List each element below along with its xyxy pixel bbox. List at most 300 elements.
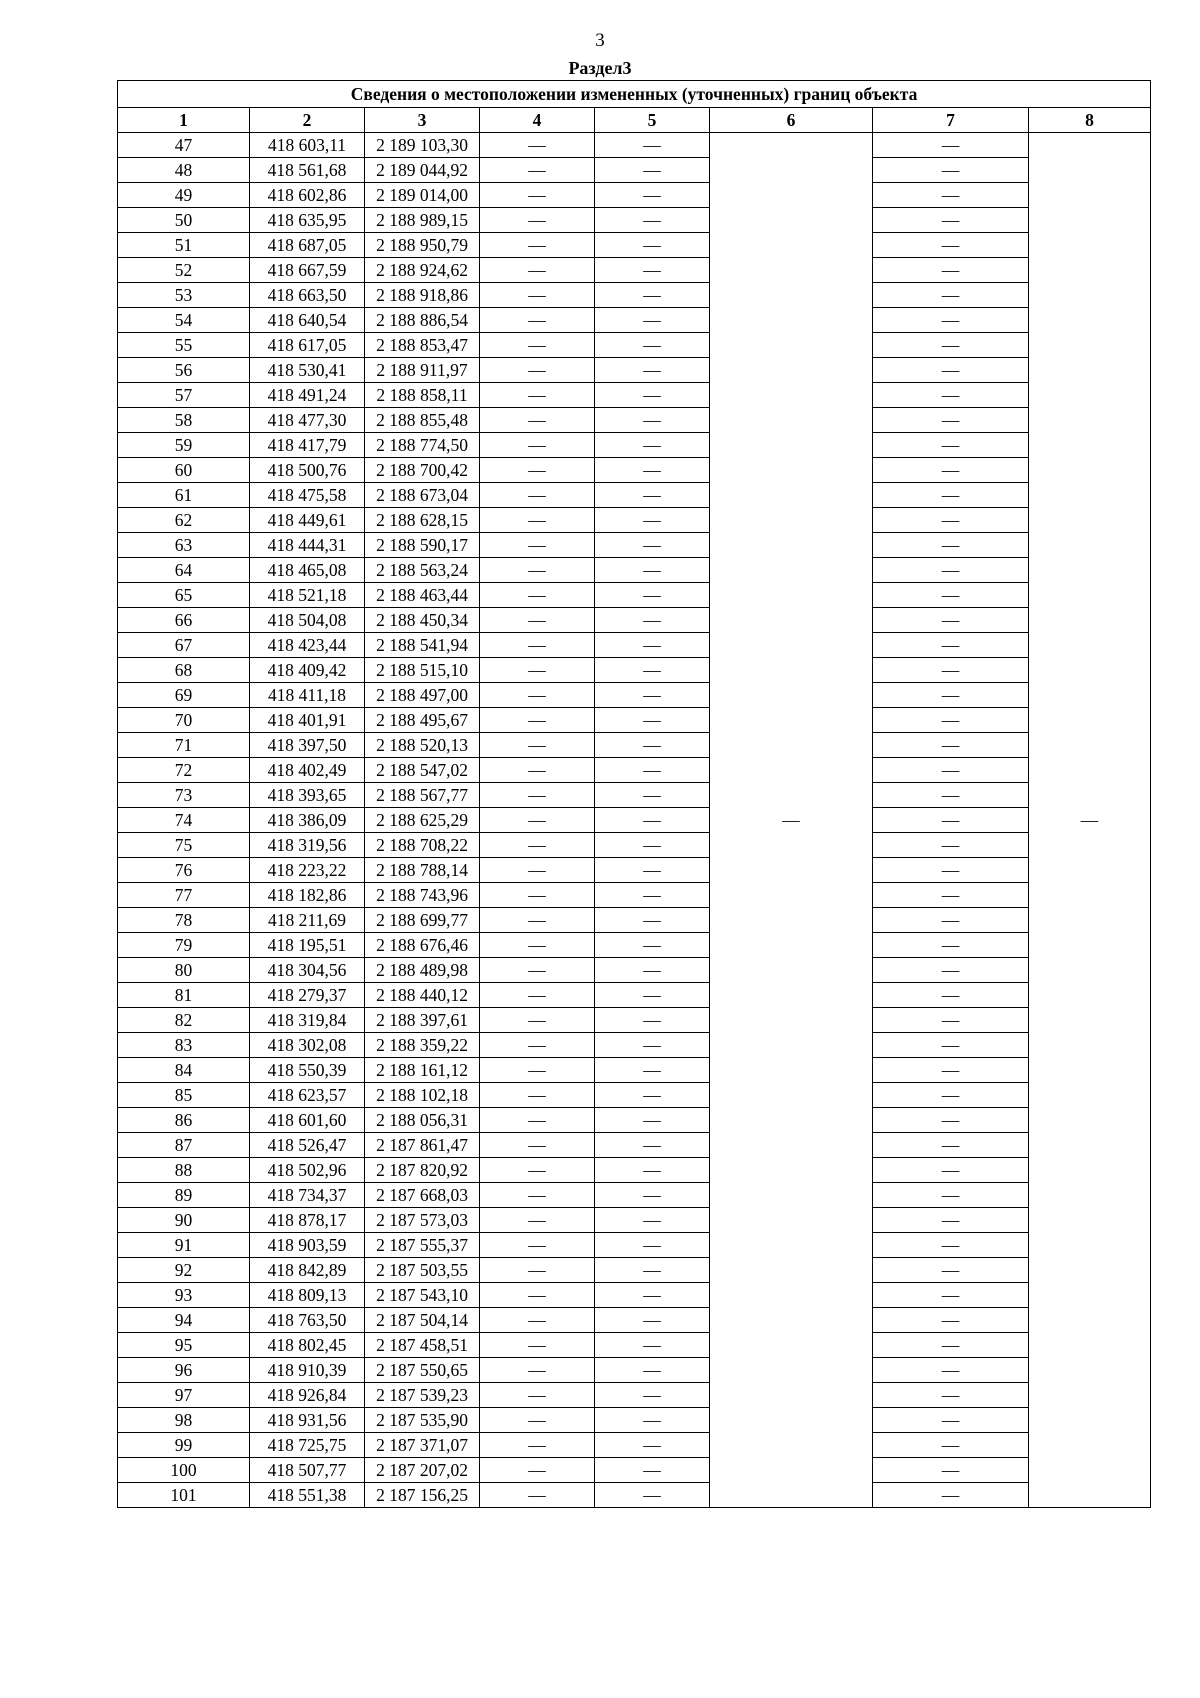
point-number-cell: 76 — [118, 858, 250, 883]
point-number-cell: 96 — [118, 1358, 250, 1383]
table-row — [118, 758, 1151, 783]
table-row — [118, 258, 1151, 283]
x-coordinate-cell: 418 878,17 — [250, 1208, 365, 1233]
col5-cell: — — [595, 458, 710, 483]
col5-cell: — — [595, 1308, 710, 1333]
x-coordinate-cell: 418 401,91 — [250, 708, 365, 733]
table-row — [118, 1158, 1151, 1183]
x-coordinate-cell: 418 465,08 — [250, 558, 365, 583]
col7-cell: — — [873, 1383, 1029, 1408]
col4-cell: — — [480, 383, 595, 408]
table-row — [118, 733, 1151, 758]
col4-cell: — — [480, 133, 595, 158]
point-number-cell: 62 — [118, 508, 250, 533]
table-row — [118, 308, 1151, 333]
x-coordinate-cell: 418 500,76 — [250, 458, 365, 483]
table-row — [118, 1383, 1151, 1408]
table-row — [118, 1308, 1151, 1333]
col7-cell: — — [873, 1108, 1029, 1133]
col7-cell: — — [873, 1458, 1029, 1483]
x-coordinate-cell: 418 926,84 — [250, 1383, 365, 1408]
x-coordinate-cell: 418 687,05 — [250, 233, 365, 258]
x-coordinate-cell: 418 393,65 — [250, 783, 365, 808]
col4-cell: — — [480, 233, 595, 258]
y-coordinate-cell: 2 188 676,46 — [365, 933, 480, 958]
col5-cell: — — [595, 633, 710, 658]
point-number-cell: 85 — [118, 1083, 250, 1108]
x-coordinate-cell: 418 319,56 — [250, 833, 365, 858]
col4-cell: — — [480, 1008, 595, 1033]
y-coordinate-cell: 2 187 156,25 — [365, 1483, 480, 1508]
table-row — [118, 333, 1151, 358]
x-coordinate-cell: 418 551,38 — [250, 1483, 365, 1508]
col5-cell: — — [595, 1183, 710, 1208]
col5-cell: — — [595, 583, 710, 608]
y-coordinate-cell: 2 187 539,23 — [365, 1383, 480, 1408]
col7-cell: — — [873, 1283, 1029, 1308]
x-coordinate-cell: 418 903,59 — [250, 1233, 365, 1258]
table-row — [118, 1083, 1151, 1108]
x-coordinate-cell: 418 507,77 — [250, 1458, 365, 1483]
col7-cell: — — [873, 733, 1029, 758]
table-row — [118, 1033, 1151, 1058]
col7-cell: — — [873, 833, 1029, 858]
col7-cell: — — [873, 233, 1029, 258]
col4-cell: — — [480, 483, 595, 508]
point-number-cell: 91 — [118, 1233, 250, 1258]
col5-cell: — — [595, 833, 710, 858]
col5-cell: — — [595, 1083, 710, 1108]
table-row — [118, 833, 1151, 858]
point-number-cell: 60 — [118, 458, 250, 483]
point-number-cell: 100 — [118, 1458, 250, 1483]
col5-cell: — — [595, 1283, 710, 1308]
col7-cell: — — [873, 383, 1029, 408]
point-number-cell: 48 — [118, 158, 250, 183]
col5-cell: — — [595, 1408, 710, 1433]
col4-cell: — — [480, 783, 595, 808]
col7-cell: — — [873, 633, 1029, 658]
col5-cell: — — [595, 733, 710, 758]
col4-cell: — — [480, 1133, 595, 1158]
col4-cell: — — [480, 1208, 595, 1233]
table-row — [118, 383, 1151, 408]
col4-cell: — — [480, 1408, 595, 1433]
col7-cell: — — [873, 1333, 1029, 1358]
col5-cell: — — [595, 658, 710, 683]
x-coordinate-cell: 418 449,61 — [250, 508, 365, 533]
y-coordinate-cell: 2 188 911,97 — [365, 358, 480, 383]
col7-cell: — — [873, 933, 1029, 958]
col7-cell: — — [873, 908, 1029, 933]
y-coordinate-cell: 2 188 515,10 — [365, 658, 480, 683]
y-coordinate-cell: 2 188 161,12 — [365, 1058, 480, 1083]
col7-cell: — — [873, 1358, 1029, 1383]
col7-cell: — — [873, 958, 1029, 983]
col5-cell: — — [595, 558, 710, 583]
point-number-cell: 56 — [118, 358, 250, 383]
col4-cell: — — [480, 558, 595, 583]
x-coordinate-cell: 418 195,51 — [250, 933, 365, 958]
y-coordinate-cell: 2 188 950,79 — [365, 233, 480, 258]
point-number-cell: 98 — [118, 1408, 250, 1433]
table-row — [118, 558, 1151, 583]
x-coordinate-cell: 418 504,08 — [250, 608, 365, 633]
col4-cell: — — [480, 208, 595, 233]
table-row — [118, 158, 1151, 183]
table-row — [118, 658, 1151, 683]
point-number-cell: 57 — [118, 383, 250, 408]
table-row — [118, 1358, 1151, 1383]
col4-cell: — — [480, 633, 595, 658]
point-number-cell: 73 — [118, 783, 250, 808]
x-coordinate-cell: 418 561,68 — [250, 158, 365, 183]
y-coordinate-cell: 2 189 103,30 — [365, 133, 480, 158]
table-row — [118, 1483, 1151, 1508]
col7-cell: — — [873, 1233, 1029, 1258]
col7-cell: — — [873, 133, 1029, 158]
col4-cell: — — [480, 508, 595, 533]
col4-cell: — — [480, 1483, 595, 1508]
y-coordinate-cell: 2 188 489,98 — [365, 958, 480, 983]
y-coordinate-cell: 2 188 102,18 — [365, 1083, 480, 1108]
column-header-8: 8 — [1029, 108, 1151, 133]
x-coordinate-cell: 418 223,22 — [250, 858, 365, 883]
table-row — [118, 183, 1151, 208]
table-row — [118, 858, 1151, 883]
x-coordinate-cell: 418 211,69 — [250, 908, 365, 933]
table-row — [118, 483, 1151, 508]
x-coordinate-cell: 418 802,45 — [250, 1333, 365, 1358]
point-number-cell: 101 — [118, 1483, 250, 1508]
point-number-cell: 80 — [118, 958, 250, 983]
y-coordinate-cell: 2 189 014,00 — [365, 183, 480, 208]
x-coordinate-cell: 418 409,42 — [250, 658, 365, 683]
col7-cell: — — [873, 1258, 1029, 1283]
y-coordinate-cell: 2 187 503,55 — [365, 1258, 480, 1283]
col5-cell: — — [595, 208, 710, 233]
col7-cell: — — [873, 333, 1029, 358]
y-coordinate-cell: 2 188 628,15 — [365, 508, 480, 533]
col5-cell: — — [595, 1208, 710, 1233]
point-number-cell: 51 — [118, 233, 250, 258]
col7-cell: — — [873, 358, 1029, 383]
x-coordinate-cell: 418 402,49 — [250, 758, 365, 783]
column-header-5: 5 — [595, 108, 710, 133]
y-coordinate-cell: 2 188 989,15 — [365, 208, 480, 233]
point-number-cell: 75 — [118, 833, 250, 858]
col4-cell: — — [480, 158, 595, 183]
col7-cell: — — [873, 683, 1029, 708]
point-number-cell: 55 — [118, 333, 250, 358]
x-coordinate-cell: 418 601,60 — [250, 1108, 365, 1133]
col4-cell: — — [480, 1158, 595, 1183]
col5-cell: — — [595, 533, 710, 558]
col5-cell: — — [595, 158, 710, 183]
y-coordinate-cell: 2 187 458,51 — [365, 1333, 480, 1358]
col5-cell: — — [595, 233, 710, 258]
col4-cell: — — [480, 683, 595, 708]
x-coordinate-cell: 418 910,39 — [250, 1358, 365, 1383]
table-row — [118, 983, 1151, 1008]
table-row — [118, 283, 1151, 308]
col4-cell: — — [480, 983, 595, 1008]
x-coordinate-cell: 418 304,56 — [250, 958, 365, 983]
y-coordinate-cell: 2 187 207,02 — [365, 1458, 480, 1483]
col7-cell: — — [873, 758, 1029, 783]
y-coordinate-cell: 2 188 625,29 — [365, 808, 480, 833]
col5-cell: — — [595, 1033, 710, 1058]
point-number-cell: 89 — [118, 1183, 250, 1208]
col4-cell: — — [480, 1033, 595, 1058]
col5-cell: — — [595, 1333, 710, 1358]
table-row — [118, 1458, 1151, 1483]
point-number-cell: 72 — [118, 758, 250, 783]
col4-cell: — — [480, 1308, 595, 1333]
x-coordinate-cell: 418 502,96 — [250, 1158, 365, 1183]
y-coordinate-cell: 2 187 543,10 — [365, 1283, 480, 1308]
x-coordinate-cell: 418 417,79 — [250, 433, 365, 458]
page-number: 3 — [595, 30, 605, 51]
col7-cell: — — [873, 1183, 1029, 1208]
col7-cell: — — [873, 533, 1029, 558]
x-coordinate-cell: 418 475,58 — [250, 483, 365, 508]
col7-cell: — — [873, 783, 1029, 808]
col5-cell: — — [595, 1358, 710, 1383]
col7-cell: — — [873, 1433, 1029, 1458]
col4-cell: — — [480, 733, 595, 758]
y-coordinate-cell: 2 187 535,90 — [365, 1408, 480, 1433]
table-row — [118, 783, 1151, 808]
x-coordinate-cell: 418 397,50 — [250, 733, 365, 758]
y-coordinate-cell: 2 188 056,31 — [365, 1108, 480, 1133]
y-coordinate-cell: 2 188 855,48 — [365, 408, 480, 433]
col4-cell: — — [480, 1183, 595, 1208]
col7-cell: — — [873, 458, 1029, 483]
point-number-cell: 52 — [118, 258, 250, 283]
y-coordinate-cell: 2 188 541,94 — [365, 633, 480, 658]
boundary-coordinates-table — [117, 80, 1151, 1508]
column-header-2: 2 — [250, 108, 365, 133]
col7-cell: — — [873, 308, 1029, 333]
col4-cell: — — [480, 1358, 595, 1383]
y-coordinate-cell: 2 188 886,54 — [365, 308, 480, 333]
col5-cell: — — [595, 1258, 710, 1283]
y-coordinate-cell: 2 188 590,17 — [365, 533, 480, 558]
col5-cell: — — [595, 883, 710, 908]
column-header-1: 1 — [118, 108, 250, 133]
col4-cell: — — [480, 958, 595, 983]
table-row — [118, 933, 1151, 958]
col4-cell: — — [480, 533, 595, 558]
col5-cell: — — [595, 133, 710, 158]
point-number-cell: 59 — [118, 433, 250, 458]
col7-cell: — — [873, 408, 1029, 433]
table-row — [118, 1433, 1151, 1458]
col7-cell: — — [873, 708, 1029, 733]
x-coordinate-cell: 418 663,50 — [250, 283, 365, 308]
x-coordinate-cell: 418 763,50 — [250, 1308, 365, 1333]
col4-cell: — — [480, 408, 595, 433]
y-coordinate-cell: 2 188 774,50 — [365, 433, 480, 458]
col4-cell: — — [480, 333, 595, 358]
y-coordinate-cell: 2 188 918,86 — [365, 283, 480, 308]
x-coordinate-cell: 418 526,47 — [250, 1133, 365, 1158]
col7-cell: — — [873, 183, 1029, 208]
table-row — [118, 1233, 1151, 1258]
col4-cell: — — [480, 1058, 595, 1083]
col5-cell: — — [595, 708, 710, 733]
table-row — [118, 433, 1151, 458]
y-coordinate-cell: 2 187 555,37 — [365, 1233, 480, 1258]
y-coordinate-cell: 2 187 668,03 — [365, 1183, 480, 1208]
point-number-cell: 94 — [118, 1308, 250, 1333]
col7-cell: — — [873, 1483, 1029, 1508]
point-number-cell: 49 — [118, 183, 250, 208]
y-coordinate-cell: 2 188 858,11 — [365, 383, 480, 408]
point-number-cell: 61 — [118, 483, 250, 508]
table-row — [118, 1283, 1151, 1308]
point-number-cell: 92 — [118, 1258, 250, 1283]
x-coordinate-cell: 418 635,95 — [250, 208, 365, 233]
col7-cell: — — [873, 508, 1029, 533]
y-coordinate-cell: 2 188 743,96 — [365, 883, 480, 908]
point-number-cell: 97 — [118, 1383, 250, 1408]
table-row — [118, 683, 1151, 708]
col7-cell: — — [873, 1008, 1029, 1033]
col5-cell: — — [595, 483, 710, 508]
point-number-cell: 50 — [118, 208, 250, 233]
x-coordinate-cell: 418 640,54 — [250, 308, 365, 333]
x-coordinate-cell: 418 617,05 — [250, 333, 365, 358]
x-coordinate-cell: 418 602,86 — [250, 183, 365, 208]
col4-cell: — — [480, 183, 595, 208]
col4-cell: — — [480, 1433, 595, 1458]
x-coordinate-cell: 418 302,08 — [250, 1033, 365, 1058]
col5-cell: — — [595, 1383, 710, 1408]
col5-cell: — — [595, 758, 710, 783]
col4-cell: — — [480, 308, 595, 333]
table-row — [118, 458, 1151, 483]
column-header-row — [118, 108, 1151, 133]
point-number-cell: 88 — [118, 1158, 250, 1183]
col5-cell: — — [595, 358, 710, 383]
y-coordinate-cell: 2 188 520,13 — [365, 733, 480, 758]
table-body — [118, 133, 1151, 1508]
col4-cell: — — [480, 433, 595, 458]
col7-cell: — — [873, 883, 1029, 908]
col4-cell: — — [480, 283, 595, 308]
table-row — [118, 1108, 1151, 1133]
table-row — [118, 583, 1151, 608]
point-number-cell: 54 — [118, 308, 250, 333]
col4-cell: — — [480, 908, 595, 933]
point-number-cell: 79 — [118, 933, 250, 958]
col7-cell: — — [873, 1083, 1029, 1108]
point-number-cell: 86 — [118, 1108, 250, 1133]
y-coordinate-cell: 2 187 820,92 — [365, 1158, 480, 1183]
point-number-cell: 71 — [118, 733, 250, 758]
point-number-cell: 58 — [118, 408, 250, 433]
col5-cell: — — [595, 958, 710, 983]
col5-cell: — — [595, 808, 710, 833]
col5-cell: — — [595, 283, 710, 308]
x-coordinate-cell: 418 530,41 — [250, 358, 365, 383]
y-coordinate-cell: 2 189 044,92 — [365, 158, 480, 183]
y-coordinate-cell: 2 188 397,61 — [365, 1008, 480, 1033]
point-number-cell: 53 — [118, 283, 250, 308]
col5-cell: — — [595, 1458, 710, 1483]
column-header-6: 6 — [710, 108, 873, 133]
point-number-cell: 83 — [118, 1033, 250, 1058]
col4-cell: — — [480, 708, 595, 733]
y-coordinate-cell: 2 188 673,04 — [365, 483, 480, 508]
col7-cell: — — [873, 583, 1029, 608]
y-coordinate-cell: 2 188 497,00 — [365, 683, 480, 708]
point-number-cell: 99 — [118, 1433, 250, 1458]
col7-cell: — — [873, 983, 1029, 1008]
y-coordinate-cell: 2 188 924,62 — [365, 258, 480, 283]
col5-cell: — — [595, 1483, 710, 1508]
x-coordinate-cell: 418 603,11 — [250, 133, 365, 158]
section-title: Раздел3 — [568, 58, 632, 78]
table-row — [118, 1008, 1151, 1033]
table-row — [118, 1208, 1151, 1233]
point-number-cell: 67 — [118, 633, 250, 658]
col7-cell: — — [873, 1058, 1029, 1083]
point-number-cell: 47 — [118, 133, 250, 158]
col5-cell: — — [595, 608, 710, 633]
point-number-cell: 66 — [118, 608, 250, 633]
x-coordinate-cell: 418 725,75 — [250, 1433, 365, 1458]
col5-cell: — — [595, 258, 710, 283]
column-header-3: 3 — [365, 108, 480, 133]
col4-cell: — — [480, 1083, 595, 1108]
col5-cell: — — [595, 1133, 710, 1158]
point-number-cell: 69 — [118, 683, 250, 708]
y-coordinate-cell: 2 188 853,47 — [365, 333, 480, 358]
column-header-7: 7 — [873, 108, 1029, 133]
table-row — [118, 208, 1151, 233]
col5-cell: — — [595, 1158, 710, 1183]
col5-cell: — — [595, 333, 710, 358]
col5-cell: — — [595, 908, 710, 933]
table-row — [118, 1133, 1151, 1158]
col6-merged-cell: — — [710, 133, 873, 1508]
col5-cell: — — [595, 183, 710, 208]
point-number-cell: 78 — [118, 908, 250, 933]
table-row — [118, 233, 1151, 258]
col4-cell: — — [480, 833, 595, 858]
col4-cell: — — [480, 258, 595, 283]
col7-cell: — — [873, 658, 1029, 683]
col4-cell: — — [480, 658, 595, 683]
col5-cell: — — [595, 858, 710, 883]
col5-cell: — — [595, 1233, 710, 1258]
point-number-cell: 95 — [118, 1333, 250, 1358]
table-row — [118, 408, 1151, 433]
col4-cell: — — [480, 608, 595, 633]
table-row — [118, 133, 1151, 158]
y-coordinate-cell: 2 188 440,12 — [365, 983, 480, 1008]
col4-cell: — — [480, 858, 595, 883]
table-row — [118, 808, 1151, 833]
col5-cell: — — [595, 383, 710, 408]
point-number-cell: 63 — [118, 533, 250, 558]
y-coordinate-cell: 2 188 563,24 — [365, 558, 480, 583]
col5-cell: — — [595, 933, 710, 958]
col7-cell: — — [873, 483, 1029, 508]
